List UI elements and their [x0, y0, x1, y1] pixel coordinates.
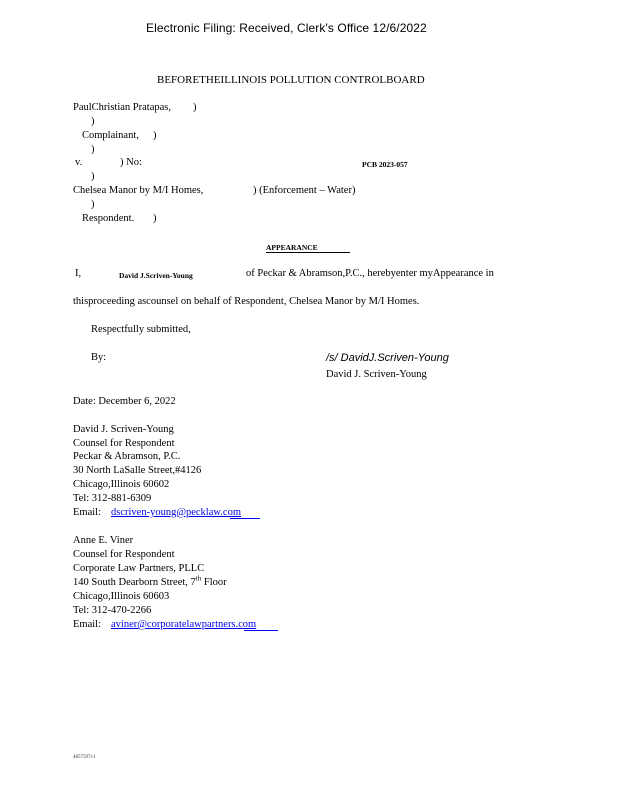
counsel-email-link[interactable]: dscriven-young@pecklaw.com	[111, 507, 241, 518]
counsel-tel: Tel: 312-470-2266	[73, 605, 152, 616]
complainant-role: Complainant,	[82, 130, 139, 141]
case-number: PCB 2023-057	[362, 160, 408, 169]
complainant-name: PaulChristian Pratapas,	[73, 102, 171, 113]
attorney-name: David J.Scriven-Young	[119, 271, 193, 280]
counsel-city: Chicago,Illinois 60602	[73, 479, 170, 490]
court-title: BEFORETHEILLINOIS POLLUTION CONTROLBOARD	[157, 74, 425, 86]
case-type: ) (Enforcement – Water)	[253, 185, 356, 196]
counsel-email-label: Email:	[73, 619, 101, 630]
address-text: 140 South Dearborn Street, 7	[73, 577, 196, 588]
caption-paren: )	[193, 102, 197, 113]
counsel-email-label: Email:	[73, 507, 101, 518]
caption-paren: )	[91, 144, 95, 155]
versus-label: v.	[75, 157, 83, 168]
body-line-start: I,	[75, 268, 82, 279]
case-number-label: ) No:	[120, 157, 142, 168]
counsel-firm: Peckar & Abramson, P.C.	[73, 451, 181, 462]
counsel-firm: Corporate Law Partners, PLLC	[73, 563, 205, 574]
address-text: Floor	[201, 577, 227, 588]
caption-paren: )	[153, 130, 157, 141]
caption-paren: )	[91, 171, 95, 182]
counsel-tel: Tel: 312-881-6309	[73, 493, 152, 504]
respondent-name: Chelsea Manor by M/I Homes,	[73, 185, 204, 196]
by-label: By:	[91, 352, 107, 363]
signature-name: David J. Scriven-Young	[326, 369, 427, 380]
counsel-city: Chicago,Illinois 60603	[73, 591, 170, 602]
section-title: APPEARANCE	[266, 243, 318, 252]
body-line-rest: of Peckar & Abramson,P.C., herebyenter myAppearance in	[246, 268, 494, 279]
ordinal-suffix: th	[195, 574, 202, 583]
date-line: Date: December 6, 2022	[73, 396, 176, 407]
caption-paren: )	[91, 116, 95, 127]
email-underline-tail	[230, 518, 260, 519]
counsel-name: David J. Scriven-Young	[73, 424, 174, 435]
counsel-role: Counsel for Respondent	[73, 438, 175, 449]
closing: Respectfully submitted,	[91, 324, 191, 335]
document-id: 4857597v1	[73, 755, 96, 760]
counsel-name: Anne E. Viner	[73, 535, 134, 546]
counsel-address: 30 North LaSalle Street,#4126	[73, 465, 202, 476]
filing-stamp: Electronic Filing: Received, Clerk's Office 12/6/2022	[146, 21, 427, 35]
counsel-role: Counsel for Respondent	[73, 549, 175, 560]
electronic-signature: /s/ DavidJ.Scriven-Young	[326, 352, 449, 364]
caption-paren: )	[153, 213, 157, 224]
counsel-email-link[interactable]: aviner@corporatelawpartners.com	[111, 619, 257, 630]
body-line-2: thisproceeding ascounsel on behalf of Respondent, Chelsea Manor by M/I Homes.	[73, 296, 420, 307]
email-underline-tail	[244, 630, 278, 631]
respondent-role: Respondent.	[82, 213, 135, 224]
caption-paren: )	[91, 199, 95, 210]
section-title-underline	[266, 252, 350, 253]
counsel-address	[73, 574, 227, 589]
